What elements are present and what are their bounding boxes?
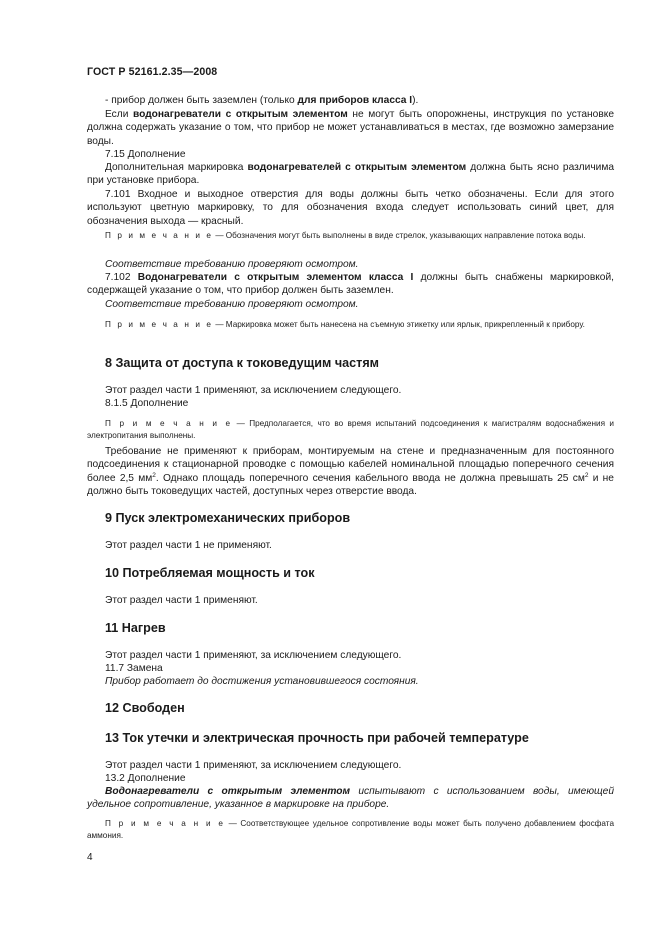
- note: П р и м е ч а н и е — Соответствующее удельное сопротивление воды может быть получено добавлением фосфата аммония.: [87, 819, 614, 840]
- section-heading: 11 Нагрев: [105, 621, 166, 635]
- section-heading: 12 Свободен: [105, 701, 185, 715]
- section-heading: 8 Защита от доступа к токоведущим частям: [105, 356, 379, 370]
- compliance-check: Соответствие требованию проверяют осмотром.: [105, 259, 359, 270]
- clause-heading: 7.15 Дополнение: [105, 149, 186, 160]
- standard-header: ГОСТ Р 52161.2.35—2008: [87, 66, 218, 78]
- paragraph: 7.101 Входное и выходное отверстия для воды должны быть четко обозначены. Если для этого используют цветную маркировку, то для обозначения входа следует использовать синий цвет, для обозначения выхода — красный.: [87, 189, 614, 227]
- paragraph: 7.102 Водонагреватели с открытым элементом класса I должны быть снабжены маркировкой, содержащей указание о том, что прибор должен быть заземлен.: [87, 272, 614, 297]
- paragraph: Этот раздел части 1 применяют, за исключением следующего.: [105, 760, 402, 771]
- paragraph: Требование не применяют к приборам, монтируемым на стене и предназначенным для постоянного подсоединения к стационарной проводке с помощью кабелей номинальной площадью поперечного сечения более 2,5 $мм^2$. Однако площадь поперечного сечения кабельного ввода не должна превышать 25 $см^2$ и не должно быть токоведущих частей, доступных через отверстие ввода.: [87, 446, 614, 498]
- clause-heading: 13.2 Дополнение: [105, 773, 186, 784]
- page-number: 4: [87, 852, 93, 863]
- note: П р и м е ч а н и е — Предполагается, что во время испытаний подсоединения к магистралям водоснабжения и электропитания выполнены.: [87, 419, 614, 440]
- compliance-check: Соответствие требованию проверяют осмотром.: [105, 299, 359, 310]
- paragraph: Если водонагреватели с открытым элементом не могут быть опорожнены, инструкция по установке должна содержать указание о том, что прибор не может устанавливаться в местах, где возможно замерзание воды.: [87, 109, 614, 147]
- note: П р и м е ч а н и е — Маркировка может быть нанесена на съемную этикетку или ярлык, прикрепленный к прибору.: [105, 320, 585, 329]
- clause-heading: 11.7 Замена: [105, 663, 163, 674]
- note: П р и м е ч а н и е — Обозначения могут быть выполнены в виде стрелок, указывающих направление потока воды.: [105, 231, 586, 240]
- section-heading: 13 Ток утечки и электрическая прочность при рабочей температуре: [105, 731, 529, 745]
- replacement-text: Прибор работает до достижения установившегося состояния.: [105, 676, 419, 687]
- section-heading: 10 Потребляемая мощность и ток: [105, 566, 315, 580]
- paragraph: Дополнительная маркировка водонагревателей с открытым элементом должна быть ясно различима при установке прибора.: [87, 162, 614, 187]
- paragraph: Этот раздел части 1 применяют, за исключением следующего.: [105, 385, 402, 396]
- clause-heading: 8.1.5 Дополнение: [105, 398, 189, 409]
- paragraph: Этот раздел части 1 применяют.: [105, 595, 258, 606]
- paragraph: Этот раздел части 1 применяют, за исключением следующего.: [105, 650, 402, 661]
- section-heading: 9 Пуск электромеханических приборов: [105, 511, 351, 525]
- paragraph: Этот раздел части 1 не применяют.: [105, 540, 272, 551]
- paragraph: - прибор должен быть заземлен (только для приборов класса I).: [105, 95, 419, 106]
- paragraph: Водонагреватели с открытым элементом испытывают с использованием воды, имеющей удельное сопротивление, указанное в маркировке на приборе.: [87, 786, 614, 811]
